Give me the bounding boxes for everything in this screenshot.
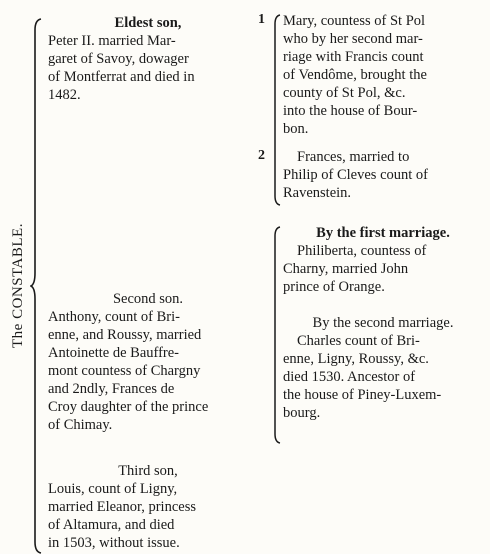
eldest-son-heading: Eldest son, — [114, 15, 182, 31]
text-line: Mary, countess of St Pol — [283, 13, 426, 29]
daughter-number-2: 2 — [258, 148, 265, 163]
text-line: of Montferrat and died in — [48, 69, 195, 85]
text-line: Croy daughter of the prince — [48, 399, 209, 415]
text-line: garet of Savoy, dowager — [48, 51, 189, 67]
text-line: Ravenstein. — [283, 185, 352, 201]
text-line: Philip of Cleves count of — [283, 167, 428, 183]
text-line: bourg. — [283, 405, 321, 421]
text-line: mont countess of Chargny — [48, 363, 201, 379]
third-son-entry — [48, 462, 248, 552]
eldest-son-text — [48, 32, 248, 104]
text-line: enne, Ligny, Roussy, &c. — [283, 351, 429, 367]
text-line: died 1530. Ancestor of — [283, 369, 416, 385]
text-line: of Chimay. — [48, 417, 113, 433]
text-line: married Eleanor, princess — [48, 499, 196, 515]
text-line: Philiberta, countess of — [297, 243, 427, 259]
second-son-entry — [48, 290, 248, 434]
mary-entry — [283, 12, 483, 138]
text-line: Frances, married to — [297, 149, 410, 165]
text-line: Peter II. married Mar- — [48, 33, 176, 49]
text-line: Anthony, count of Bri- — [48, 309, 180, 325]
text-line: who by her second mar- — [283, 31, 423, 47]
text-line: of Vendôme, brought the — [283, 67, 427, 83]
anthony-children-brace — [271, 226, 281, 444]
second-marriage-heading: By the second marriage. — [312, 315, 454, 331]
third-son-heading: Third son, — [118, 463, 178, 479]
text-line: Antoinette de Bauffre- — [48, 345, 179, 361]
text-line: 1482. — [48, 87, 81, 103]
text-line: prince of Orange. — [283, 279, 385, 295]
text-line: and 2ndly, Frances de — [48, 381, 175, 397]
third-son-text — [48, 480, 248, 552]
daughter-number-1: 1 — [258, 12, 265, 27]
text-line: Charles count of Bri- — [297, 333, 420, 349]
text-line: enne, and Roussy, married — [48, 327, 202, 343]
daughters-brace — [271, 14, 281, 206]
eldest-son-entry — [48, 14, 248, 104]
second-son-heading: Second son. — [112, 291, 184, 307]
second-son-text — [48, 308, 248, 434]
text-line: riage with Francis count — [283, 49, 424, 65]
text-line: Louis, count of Ligny, — [48, 481, 178, 497]
frances-entry — [283, 148, 483, 202]
side-label: The CONSTABLE. — [9, 222, 26, 348]
text-line: in 1503, without issue. — [48, 535, 180, 551]
text-line: of Altamura, and died — [48, 517, 175, 533]
anthony-children-entry — [283, 224, 483, 422]
text-line: Charny, married John — [283, 261, 409, 277]
first-marriage-heading: By the first marriage. — [316, 225, 450, 241]
text-line: the house of Piney-Luxem- — [283, 387, 442, 403]
spacer — [283, 296, 483, 314]
text-line: bon. — [283, 121, 309, 137]
text-line: county of St Pol, &c. — [283, 85, 406, 101]
text-line: into the house of Bour- — [283, 103, 418, 119]
left-brace — [30, 18, 42, 554]
